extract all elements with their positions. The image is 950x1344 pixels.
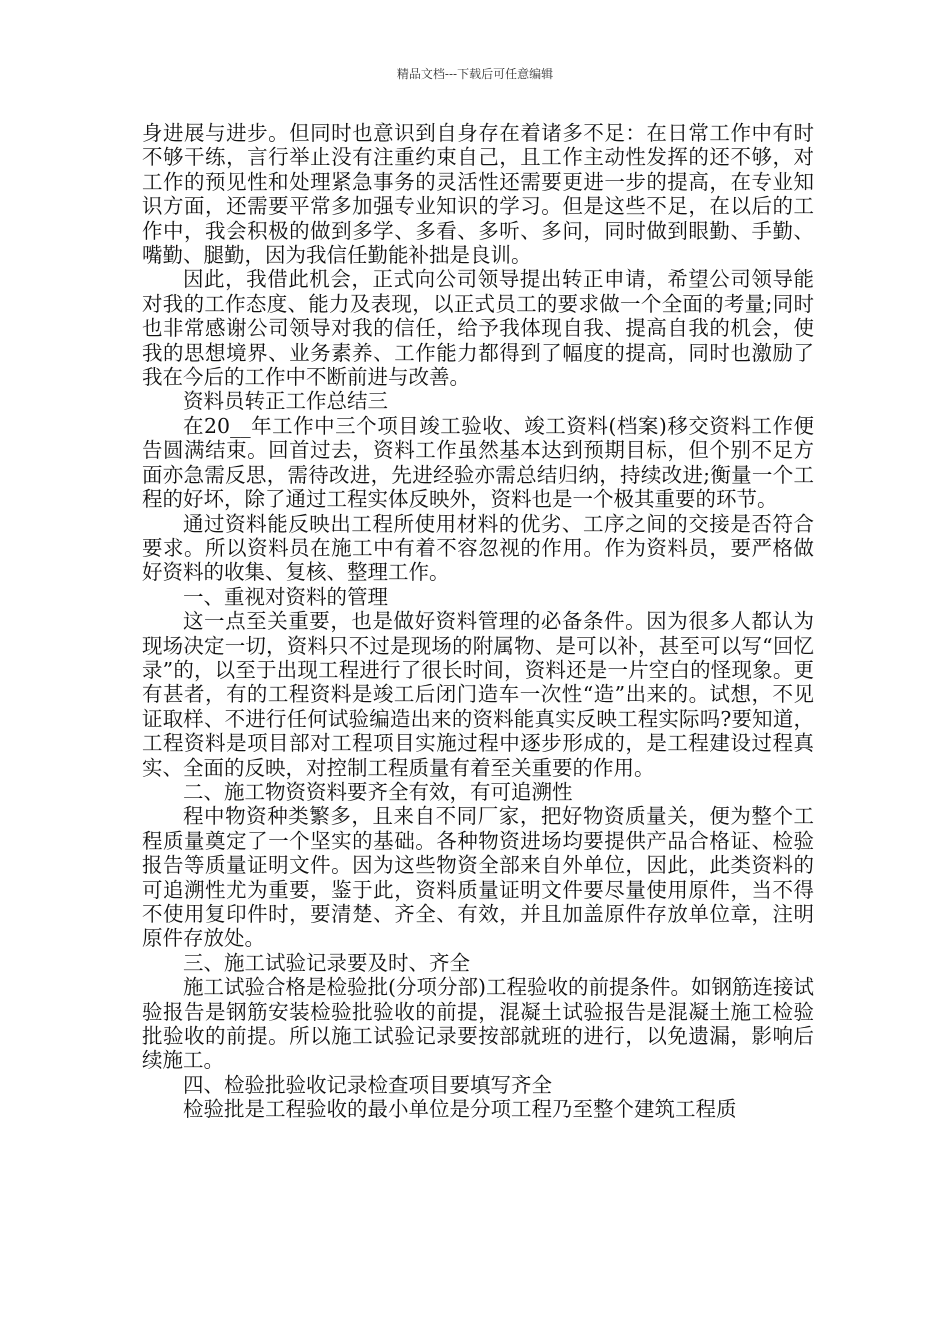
section-heading: 二、施工物资资料要齐全有效，有可追溯性 [183, 779, 573, 804]
section-title: 资料员转正工作总结三 [183, 389, 388, 414]
paragraph: 施工试验合格是检验批(分项分部)工程验收的前提条件。如钢筋连接试验报告是钢筋安装检验批验收的前提，混凝土试验报告是混凝土施工检验批验收的前提。所以施工试验记录要按部就班的进行，以免遗漏，影响后续施工。 [142, 975, 814, 1073]
section-heading: 一、重视对资料的管理 [183, 584, 388, 609]
paragraph: 通过资料能反映出工程所使用材料的优劣、工序之间的交接是否符合要求。所以资料员在施工中有着不容忽视的作用。作为资料员，要严格做好资料的收集、复核、整理工作。 [142, 511, 814, 585]
section-heading: 三、施工试验记录要及时、齐全 [183, 950, 470, 975]
paragraph: 程中物资种类繁多，且来自不同厂家，把好物资质量关，便为整个工程质量奠定了一个坚实的基础。各种物资进场均要提供产品合格证、检验报告等质量证明文件。因为这些物资全部来自外单位，因此，此类资料的可追溯性尤为重要，鉴于此，资料质量证明文件要尽量使用原件，当不得不使用复印件时，要清楚、齐全、有效，并且加盖原件存放单位章，注明原件存放处。 [142, 804, 814, 951]
document-body [142, 121, 814, 1122]
page-header: 精品文档---下载后可任意编辑 [396, 67, 554, 81]
section-heading: 四、检验批验收记录检查项目要填写齐全 [183, 1072, 552, 1097]
paragraph: 这一点至关重要，也是做好资料管理的必备条件。因为很多人都认为现场决定一切，资料只不过是现场的附属物、是可以补，甚至可以写“回忆录”的，以至于出现工程进行了很长时间，资料还是一片空白的怪现象。更有甚者，有的工程资料是竣工后闭门造车一次性“造”出来的。试想，不见证取样、不进行任何试验编造出来的资料能真实反映工程实际吗?要知道，工程资料是项目部对工程项目实施过程中逐步形成的，是工程建设过程真实、全面的反映，对控制工程质量有着至关重要的作用。 [142, 609, 814, 780]
paragraph: 身进展与进步。但同时也意识到自身存在着诸多不足：在日常工作中有时不够干练，言行举止没有注重约束自己，且工作主动性发挥的还不够，对工作的预见性和处理紧急事务的灵活性还需要更进一步的提高，在专业知识方面，还需要平常多加强专业知识的学习。但是这些不足，在以后的工作中，我会积极的做到多学、多看、多听、多问，同时做到眼勤、手勤、嘴勤、腿勤，因为我信任勤能补拙是良训。 [142, 121, 814, 268]
paragraph: 检验批是工程验收的最小单位是分项工程乃至整个建筑工程质 [183, 1097, 737, 1122]
paragraph: 因此，我借此机会，正式向公司领导提出转正申请，希望公司领导能对我的工作态度、能力及表现，以正式员工的要求做一个全面的考量;同时也非常感谢公司领导对我的信任，给予我体现自我、提高自我的机会，使我的思想境界、业务素养、工作能力都得到了幅度的提高，同时也激励了我在今后的工作中不断前进与改善。 [142, 267, 814, 390]
paragraph: 在20__年工作中三个项目竣工验收、竣工资料(档案)移交资料工作便告圆满结束。回首过去，资料工作虽然基本达到预期目标，但个别不足方面亦急需反思，需待改进，先进经验亦需总结归纳，持续改进;衡量一个工程的好坏，除了通过工程实体反映外，资料也是一个极其重要的环节。 [142, 413, 814, 512]
